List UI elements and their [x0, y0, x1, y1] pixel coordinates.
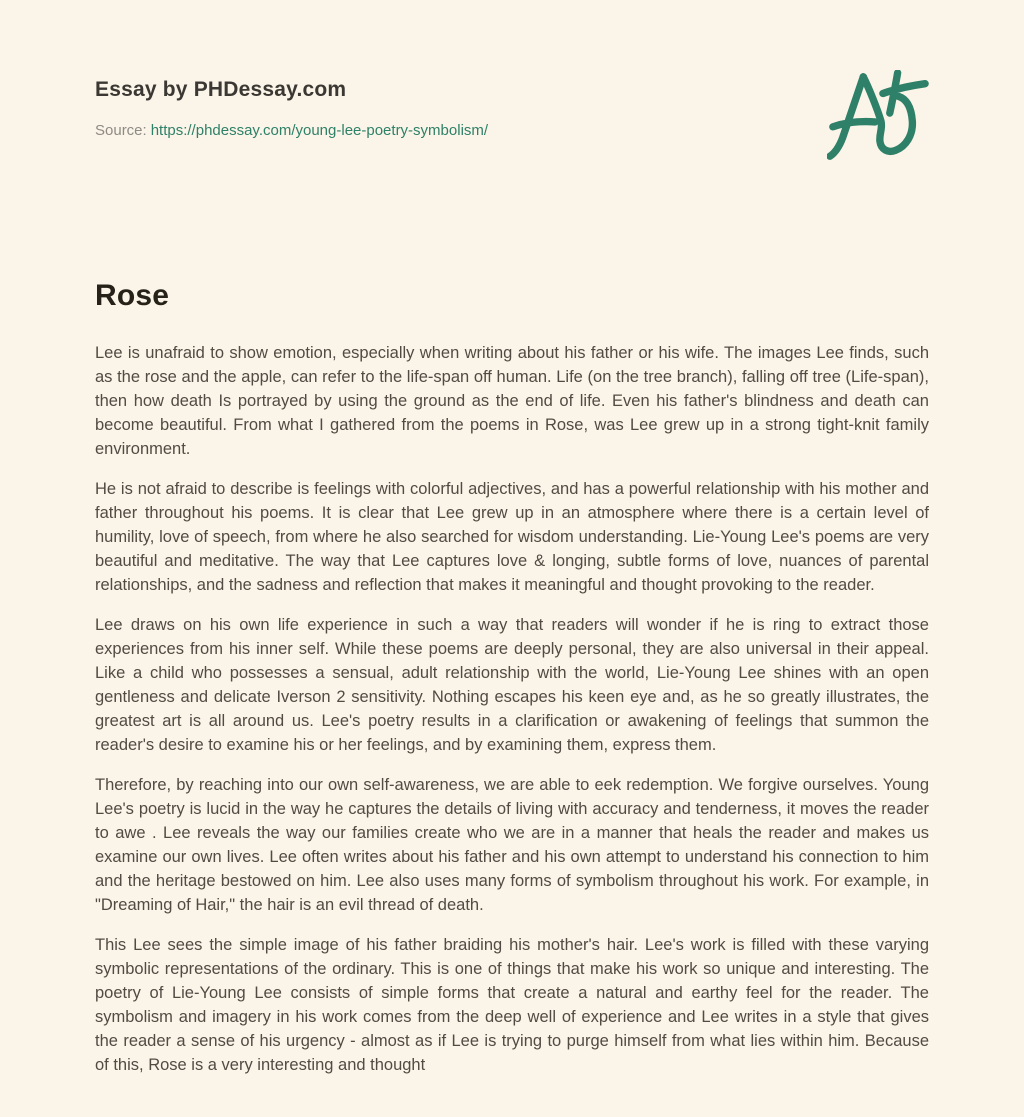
essay-paragraph-1: Lee is unafraid to show emotion, especially when writing about his father or his wife. The images Lee finds, such as the rose and the apple, can refer to the life-span off human. Life (on the tree branch), falling off tree (Life-span), then how death Is portrayed by using the ground as the end of life. Even his father's blindness and death can become beautiful. From what I gathered from the poems in Rose, was Lee grew up in a strong tight-knit family environment. — [95, 344, 929, 458]
essay-paragraph-3: Lee draws on his own life experience in such a way that readers will wonder if he is ring to extract those experiences from his inner self. While these poems are deeply personal, they are also universal in their appeal. Like a child who possesses a sensual, adult relationship with the world, Lie-Young Lee shines with an open gentleness and delicate Iverson 2 sensitivity. Nothing escapes his keen eye and, as he so greatly illustrates, the greatest art is all around us. Lee's poetry results in a clarification or awakening of feelings that summon the reader's desire to examine his or her feelings, and by examining them, express them. — [95, 616, 929, 754]
essay-body — [95, 341, 929, 1077]
source-label: Source: — [95, 122, 147, 139]
a-plus-logo-icon — [827, 70, 929, 166]
essay-article — [95, 278, 929, 1077]
source-line — [95, 121, 488, 141]
byline: Essay by PHDessay.com — [95, 78, 347, 101]
essay-title: Rose — [95, 279, 170, 312]
header-text-block — [95, 76, 488, 141]
source-link[interactable]: https://phdessay.com/young-lee-poetry-symbolism/ — [150, 122, 489, 139]
page-header — [95, 76, 929, 166]
essay-paragraph-2: He is not afraid to describe is feelings with colorful adjectives, and has a powerful relationship with his mother and father throughout his poems. It is clear that Lee grew up in an atmosphere where there is a certain level of humility, love of speech, from where he also searched for wisdom understanding. Lie-Young Lee's poems are very beautiful and meditative. The way that Lee captures love & longing, subtle forms of love, nuances of parental relationships, and the sadness and reflection that makes it meaningful and thought provoking to the reader. — [95, 480, 929, 594]
phdessay-logo — [827, 70, 929, 166]
essay-paragraph-5: This Lee sees the simple image of his father braiding his mother's hair. Lee's work is filled with these varying symbolic representations of the ordinary. This is one of things that make his work so unique and interesting. The poetry of Lie-Young Lee consists of simple forms that create a natural and earthy feel for the reader. The symbolism and imagery in his work comes from the deep well of experience and Lee writes in a style that gives the reader a sense of his urgency - almost as if Lee is trying to purge himself from what lies within him. Because of this, Rose is a very interesting and thought — [95, 936, 929, 1074]
essay-paragraph-4: Therefore, by reaching into our own self-awareness, we are able to eek redemption. We forgive ourselves. Young Lee's poetry is lucid in the way he captures the details of living with accuracy and tenderness, it moves the reader to awe . Lee reveals the way our families create who we are in a manner that heals the reader and makes us examine our own lives. Lee often writes about his father and his own attempt to understand his connection to him and the heritage bestowed on him. Lee also uses many forms of symbolism throughout his work. For example, in "Dreaming of Hair," the hair is an evil thread of death. — [95, 776, 929, 914]
